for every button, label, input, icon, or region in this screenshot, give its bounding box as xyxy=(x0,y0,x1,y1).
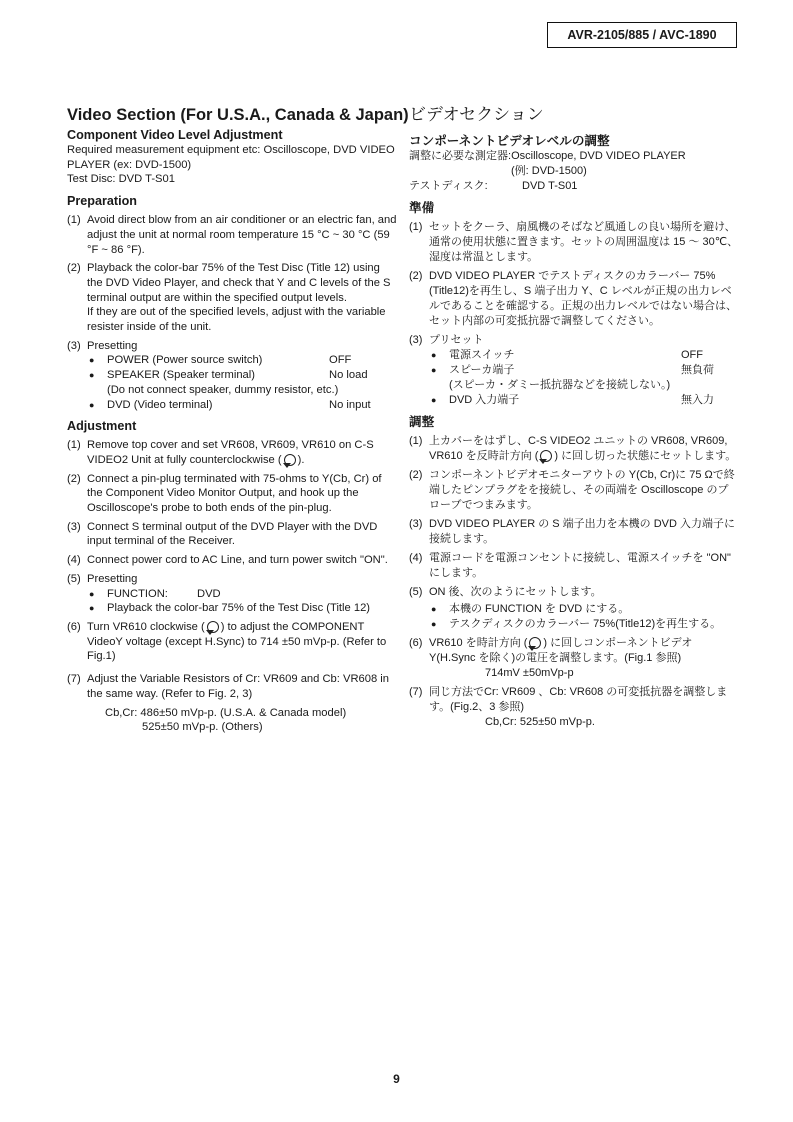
jp-equipment: 調整に必要な測定器:Oscilloscope, DVD VIDEO PLAYER (例: DVD-1500) テストディスク: DVD T-S01 xyxy=(409,150,686,192)
japanese-column xyxy=(409,104,739,730)
section-title: Video Section (For U.S.A., Canada & Japan) xyxy=(67,106,409,124)
jp-adjustment-heading: 調整 xyxy=(409,415,435,429)
english-column xyxy=(67,104,409,735)
jp-adj-item-2: (2) コンポーネントビデオモニターアウトの Y(Cb, Cr)に 75 Ωで終端したピンプラグをを接続し、その両端を Oscilloscope のプローブでつまみます。 xyxy=(409,469,735,511)
jp-adj-item-3: (3) DVD VIDEO PLAYER の S 端子出力を本機の DVD 入力端子に接続します。 xyxy=(409,518,736,545)
jp-adj-item-7: (7) 同じ方法でCr: VR609 、Cb: VR608 の可変抵抗器を調整します。(Fig.2、3 参照) xyxy=(409,686,728,713)
adj-item-5: (5) Presetting ● FUNCTION: DVD ● Playback the color-bar 75% of the Test Disc (Title 12) xyxy=(67,572,371,615)
adj-item-6: (6) Turn VR610 clockwise ( ) to adjust the COMPONENT VideoY voltage (except H.Sync) to 714 ±50 mVp-p. (Refer to Fig.1) xyxy=(67,620,387,663)
jp-adj-item-5: (5) ON 後、次のようにセットします。 ● 本機の FUNCTION を DVD にする。 ● テスクディスクのカラーバー 75%(Title12)を再生する。 xyxy=(409,586,722,630)
prep-item-3: (3) Presetting ● POWER (Power source switch) OFF ● SPEAKER (Speaker terminal) No load (Do not connect speaker, dummy resistor, etc.) ● DVD (Video terminal) No input xyxy=(67,339,371,411)
adjustment-heading: Adjustment xyxy=(67,419,137,434)
jp-clockwise-icon xyxy=(529,637,541,649)
jp-adj-item-4: (4) 電源コードを電源コンセントに接続し、電源スイッチを "ON" にします。 xyxy=(409,552,731,579)
jp-counterclockwise-icon xyxy=(540,450,552,462)
jp-adj7-value: Cb,Cr: 525±50 mVp-p. xyxy=(485,716,595,728)
adj-item-1: (1) Remove top cover and set VR608, VR609, VR610 on C-S VIDEO2 Unit at fully counterclockwise ( ). xyxy=(67,439,374,466)
adj-item-4: (4) Connect power cord to AC Line, and turn power switch "ON". xyxy=(67,554,388,567)
jp-adj6-value: 714mV ±50mVp-p xyxy=(485,667,574,679)
adj-item-7: (7) Adjust the Variable Resistors of Cr: VR609 and Cb: VR608 in the same way. (Refer to Fig. 2, 3) xyxy=(67,673,390,700)
adj-item-3: (3) Connect S terminal output of the DVD Player with the DVD input terminal of the Receiver. xyxy=(67,520,378,548)
equipment-text: Required measurement equipment etc: Oscilloscope, DVD VIDEO PLAYER (ex: DVD-1500) xyxy=(67,144,395,171)
jp-prep-item-3: (3) プリセット ● 電源スイッチ OFF ● スピーカ端子 無負荷 (スピーカ・ダミー抵抗器などを接続しない。) ● DVD 入力端子 無入力 xyxy=(409,334,714,406)
clockwise-icon xyxy=(207,621,219,633)
model-number-box: AVR-2105/885 / AVC-1890 xyxy=(547,22,737,48)
subsection-title: Component Video Level Adjustment xyxy=(67,128,283,142)
jp-adj-item-1: (1) 上カバーをはずし、C-S VIDEO2 ユニットの VR608, VR609, VR610 を反時計方向 ( ) に回し切った状態にセットします。 xyxy=(409,435,737,462)
counterclockwise-icon xyxy=(284,454,296,466)
jp-prep-item-2: (2) DVD VIDEO PLAYER でテストディスクのカラーバー 75%(Title12)を再生し、S 端子出力 Y、C レベルが正規の出力レベルであることを確認する。正規の出力レベルではない場合は、セット内部の可変抵抗器で調整してください。 xyxy=(409,270,737,327)
adj-item-2: (2) Connect a pin-plug terminated with 75-ohms to Y(Cb, Cr) of the Component Video Monitor Output, and hook up the Oscilloscope's probe to both ends of the pin-plug. xyxy=(67,472,382,515)
prep-item-2: (2) Playback the color-bar 75% of the Test Disc (Title 12) using the DVD Video Player, and check that Y and C levels of the S terminal output are within the specified output levels. If they are out of the specified levels, adjust with the variable resister inside of the unit. xyxy=(67,262,391,334)
jp-prep-item-1: (1) セットをクーラ、扇風機のそばなど風通しの良い場所を避け、通常の使用状態に置きます。セットの周囲温度は 15 ～ 30℃、湿度は常温とします。 xyxy=(409,221,739,263)
jp-adj-item-6: (6) VR610 を時計方向 ( ) に回しコンポーネントビデオ Y(H.Sync を除く)の電圧を調整します。(Fig.1 参照) xyxy=(409,637,693,664)
adj7-value-1: Cb,Cr: 486±50 mVp-p. (U.S.A. & Canada model) xyxy=(105,706,347,719)
jp-preparation-heading: 準備 xyxy=(409,201,435,215)
adj7-value-2: 525±50 mVp-p. (Others) xyxy=(142,721,263,734)
jp-section-title: ビデオセクション xyxy=(409,105,544,124)
jp-subsection-title: コンポーネントビデオレベルの調整 xyxy=(409,134,610,148)
prep-item-1: (1) Avoid direct blow from an air conditioner or an electric fan, and adjust the unit at normal room temperature 15 °C ~ 30 °C (59 °F ~ 86 °F). xyxy=(67,214,397,256)
test-disc-text: Test Disc: DVD T-S01 xyxy=(67,173,175,186)
preparation-heading: Preparation xyxy=(67,194,137,209)
page-number: 9 xyxy=(393,1072,400,1086)
